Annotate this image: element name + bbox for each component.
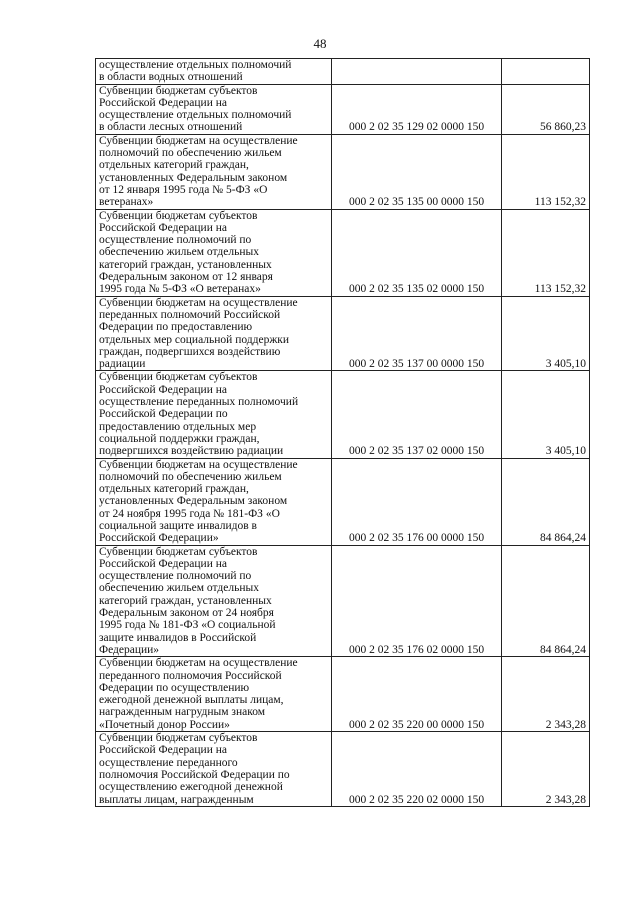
table-row <box>96 371 590 458</box>
row-code: 000 2 02 35 129 02 0000 150 <box>332 84 502 134</box>
row-amount: 56 860,23 <box>502 84 590 134</box>
row-amount: 113 152,32 <box>502 209 590 296</box>
row-name: Субвенции бюджетам на осуществление переданных полномочий Российской Федерации по предоставлению отдельных мер социальной поддержки граждан, подвергшихся воздействию радиации <box>96 296 332 371</box>
row-amount: 84 864,24 <box>502 545 590 657</box>
row-amount <box>502 59 590 85</box>
budget-table <box>95 58 590 807</box>
page-number: 48 <box>313 36 327 51</box>
row-name: Субвенции бюджетам на осуществление полномочий по обеспечению жильем отдельных категорий граждан, установленных Федеральным законом от 12 января 1995 года № 5-ФЗ «О ветеранах» <box>96 134 332 209</box>
row-name: Субвенции бюджетам субъектов Российской Федерации на осуществление переданного полномочия Российской Федерации по осуществлению ежегодной денежной выплаты лицам, награжденным <box>96 732 332 807</box>
row-code: 000 2 02 35 137 02 0000 150 <box>332 371 502 458</box>
row-name: Субвенции бюджетам субъектов Российской Федерации на осуществление отдельных полномочий в области лесных отношений <box>96 84 332 134</box>
table-row <box>96 59 590 85</box>
row-name: Субвенции бюджетам на осуществление полномочий по обеспечению жильем отдельных категорий граждан, установленных Федеральным законом от 24 ноября 1995 года № 181-ФЗ «О социальной защите инвалидов в Российской Федерации» <box>96 458 332 545</box>
row-code: 000 2 02 35 137 00 0000 150 <box>332 296 502 371</box>
row-amount: 3 405,10 <box>502 371 590 458</box>
row-amount: 2 343,28 <box>502 657 590 732</box>
row-amount: 113 152,32 <box>502 134 590 209</box>
row-name: осуществление отдельных полномочий в области водных отношений <box>96 59 332 85</box>
row-amount: 3 405,10 <box>502 296 590 371</box>
table-row <box>96 732 590 807</box>
table-row <box>96 84 590 134</box>
table-row <box>96 458 590 545</box>
row-name: Субвенции бюджетам на осуществление переданного полномочия Российской Федерации по осуществлению ежегодной денежной выплаты лицам, награжденным нагрудным знаком «Почетный донор России» <box>96 657 332 732</box>
row-code: 000 2 02 35 220 02 0000 150 <box>332 732 502 807</box>
row-code <box>332 59 502 85</box>
row-name: Субвенции бюджетам субъектов Российской Федерации на осуществление полномочий по обеспечению жильем отдельных категорий граждан, установленных Федеральным законом от 24 ноября 1995 года № 181-ФЗ «О социальной защите инвалидов в Российской Федерации» <box>96 545 332 657</box>
table-row <box>96 545 590 657</box>
row-code: 000 2 02 35 135 00 0000 150 <box>332 134 502 209</box>
row-code: 000 2 02 35 176 00 0000 150 <box>332 458 502 545</box>
row-amount: 2 343,28 <box>502 732 590 807</box>
row-code: 000 2 02 35 135 02 0000 150 <box>332 209 502 296</box>
table-row <box>96 296 590 371</box>
table-row <box>96 209 590 296</box>
table-row <box>96 657 590 732</box>
row-amount: 84 864,24 <box>502 458 590 545</box>
row-code: 000 2 02 35 220 00 0000 150 <box>332 657 502 732</box>
row-name: Субвенции бюджетам субъектов Российской Федерации на осуществление полномочий по обеспечению жильем отдельных категорий граждан, установленных Федеральным законом от 12 января 1995 года № 5-ФЗ «О ветеранах» <box>96 209 332 296</box>
row-name: Субвенции бюджетам субъектов Российской Федерации на осуществление переданных полномочий Российской Федерации по предоставлению отдельных мер социальной поддержки граждан, подвергшихся воздействию радиации <box>96 371 332 458</box>
row-code: 000 2 02 35 176 02 0000 150 <box>332 545 502 657</box>
table-row <box>96 134 590 209</box>
